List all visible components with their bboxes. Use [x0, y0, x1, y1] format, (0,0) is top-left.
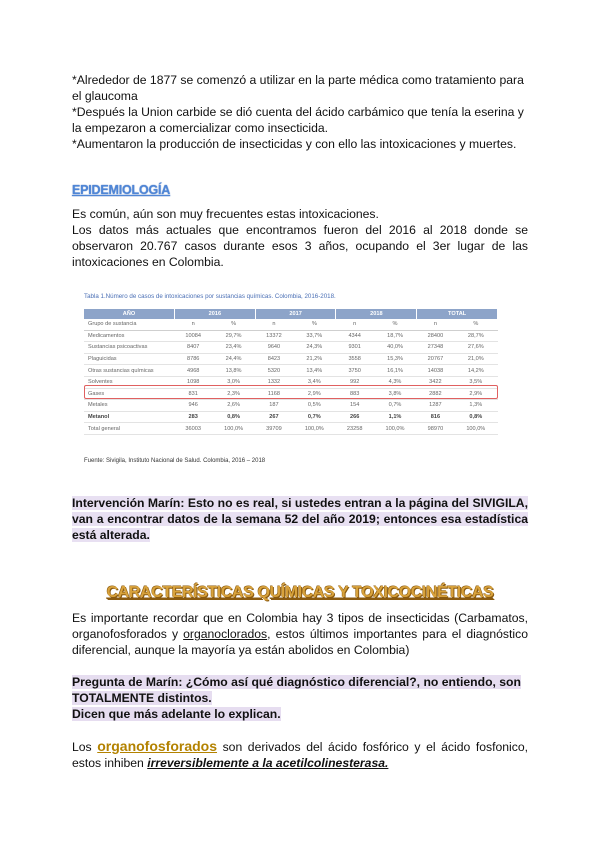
table-cell: 1287 [417, 400, 454, 412]
table-cell: Total general [84, 423, 175, 435]
table-cell: Metales [84, 400, 175, 412]
table-cell: 23258 [336, 423, 373, 435]
subheader-cell: n [417, 319, 454, 330]
table-cell: 39709 [255, 423, 292, 435]
table-cell: 946 [175, 400, 212, 412]
table-cell: 28,7% [454, 330, 497, 342]
table-cell: 3,5% [454, 376, 497, 388]
table-cell: 266 [336, 411, 373, 423]
table-cell: 187 [255, 400, 292, 412]
table-cell: 1,3% [454, 400, 497, 412]
intoxication-table [84, 309, 498, 435]
intro-line-2: *Después la Union carbide se dió cuenta del ácido carbámico que tenía la eserina y la empezaron a comercializar como insecticida. [72, 105, 524, 135]
table-row [84, 423, 498, 435]
table-cell: 27348 [417, 342, 454, 354]
table-cell: 2,3% [212, 388, 255, 400]
table-cell: 21,0% [454, 353, 497, 365]
table-row [84, 330, 498, 342]
table-cell: 29,7% [212, 330, 255, 342]
table-cell: 33,7% [293, 330, 336, 342]
table-cell: 154 [336, 400, 373, 412]
header-2018: 2018 [336, 309, 417, 319]
pregunta-marin [72, 674, 528, 722]
organofosforados-paragraph [72, 738, 528, 771]
table-cell: 267 [255, 411, 292, 423]
table-cell: 3,4% [293, 376, 336, 388]
table-cell: Metanol [84, 411, 175, 423]
table-cell: 3,8% [373, 388, 416, 400]
subheader-cell: % [373, 319, 416, 330]
table-cell: 24,3% [293, 342, 336, 354]
table-cell: 9640 [255, 342, 292, 354]
intro-line-1: *Alrededor de 1877 se comenzó a utilizar en la parte médica como tratamiento para el glaucoma [72, 73, 524, 103]
organo-mid: son derivados del ácido fosfórico y el ácido fosfonico, estos inhiben [72, 740, 528, 770]
table-cell: 100,0% [212, 423, 255, 435]
caracteristicas-p1c: , estos últimos importantes para el diagnóstico diferencial, aunque la mayoría ya están abolidos en Colombia) [72, 627, 528, 657]
header-total: TOTAL [417, 309, 498, 319]
table-cell: 3750 [336, 365, 373, 377]
intervencion-marin [72, 495, 528, 543]
table-cell: 13,8% [212, 365, 255, 377]
header-2017: 2017 [255, 309, 336, 319]
table-cell: 3,0% [212, 376, 255, 388]
table-cell: 1332 [255, 376, 292, 388]
table-cell: 100,0% [454, 423, 497, 435]
table-row [84, 411, 498, 423]
table-cell: 16,1% [373, 365, 416, 377]
table-cell: 23,4% [212, 342, 255, 354]
table-cell: 28400 [417, 330, 454, 342]
caracteristicas-organoclorados: organoclorados [183, 627, 268, 641]
organo-word: organofosforados [97, 738, 218, 754]
table-cell: 2882 [417, 388, 454, 400]
subheader-cell: n [255, 319, 292, 330]
table-cell: 1098 [175, 376, 212, 388]
intro-line-3: *Aumentaron la producción de insecticidas y con ello las intoxicaciones y muertes. [72, 137, 517, 151]
table-cell: 10084 [175, 330, 212, 342]
table-header-row [84, 309, 498, 319]
subheader-cell: n [175, 319, 212, 330]
table-cell: 4,3% [373, 376, 416, 388]
table-cell: 5320 [255, 365, 292, 377]
caracteristicas-paragraph [72, 610, 528, 658]
table-cell: 0,5% [293, 400, 336, 412]
table-cell: 9301 [336, 342, 373, 354]
table-cell: 0,8% [212, 411, 255, 423]
table-cell: 24,4% [212, 353, 255, 365]
table-cell: 13372 [255, 330, 292, 342]
table-cell: 8423 [255, 353, 292, 365]
table-cell: 21,2% [293, 353, 336, 365]
table-cell: Otras sustancias químicas [84, 365, 175, 377]
table-cell: 831 [175, 388, 212, 400]
table-cell: 0,7% [293, 411, 336, 423]
pregunta-line-2: Dicen que más adelante lo explican. [72, 707, 281, 721]
table-cell: 40,0% [373, 342, 416, 354]
table-cell: 3422 [417, 376, 454, 388]
table-row [84, 353, 498, 365]
subheader-cell: % [212, 319, 255, 330]
table-cell: 18,7% [373, 330, 416, 342]
subheader-cell: % [454, 319, 497, 330]
table-row [84, 365, 498, 377]
subheader-cell: n [336, 319, 373, 330]
plaguicidas-highlight-box [84, 385, 498, 399]
table-cell: 4968 [175, 365, 212, 377]
table-row [84, 400, 498, 412]
table-cell: 8407 [175, 342, 212, 354]
table-cell: 283 [175, 411, 212, 423]
header-2016: 2016 [175, 309, 256, 319]
caracteristicas-heading: CARACTERÍSTICAS QUÍMICAS Y TOXICOCINÉTICAS [106, 584, 494, 601]
epidemiologia-p1: Es común, aún son muy frecuentes estas intoxicaciones. [72, 207, 379, 221]
table-cell: 14038 [417, 365, 454, 377]
subheader-cell: % [293, 319, 336, 330]
table-cell: 1168 [255, 388, 292, 400]
epidemiologia-p2: Los datos más actuales que encontramos fueron del 2016 al 2018 donde se observaron 20.767 casos durante esos 3 años, ocupando el 3er lugar de las intoxicaciones en Colombia. [72, 223, 528, 269]
table-cell: 2,9% [454, 388, 497, 400]
table-caption: Tabla 1.Número de casos de intoxicaciones por sustancias químicas. Colombia, 2016-2018. [84, 293, 336, 300]
table-cell: 2,9% [293, 388, 336, 400]
table-cell: Plaguicidas [84, 353, 175, 365]
table-cell: 14,2% [454, 365, 497, 377]
table-cell: 27,6% [454, 342, 497, 354]
table-cell: 98970 [417, 423, 454, 435]
intervencion-text: Intervención Marín: Esto no es real, si ustedes entran a la página del SIVIGILA, van a encontrar datos de la semana 52 del año 2019; entonces esa estadística está alterada. [72, 496, 528, 542]
caracteristicas-p1a: Es importante recordar que en Colombia hay 3 tipos de insecticidas (Carbamatos, organofosforados y [72, 611, 528, 641]
table-cell: 4344 [336, 330, 373, 342]
table-cell: 3558 [336, 353, 373, 365]
pregunta-line-1: Pregunta de Marín: ¿Cómo así qué diagnóstico diferencial?, no entiendo, son TOTALMENTE distintos. [72, 675, 521, 705]
table-cell: 0,7% [373, 400, 416, 412]
table-cell: 1,1% [373, 411, 416, 423]
table-cell: Gases [84, 388, 175, 400]
epidemiologia-heading: EPIDEMIOLOGÍA [72, 183, 171, 197]
table-cell: 15,3% [373, 353, 416, 365]
organo-pre: Los [72, 740, 98, 754]
table-cell: 0,8% [454, 411, 497, 423]
table-row [84, 342, 498, 354]
table-cell: 13,4% [293, 365, 336, 377]
table-cell: Medicamentos [84, 330, 175, 342]
organo-emph: irreversiblemente a la acetilcolinesterasa. [147, 756, 389, 770]
table-cell: 20767 [417, 353, 454, 365]
table-cell: Sustancias psicoactivas [84, 342, 175, 354]
table-subheader-row [84, 319, 498, 330]
table-cell: 8786 [175, 353, 212, 365]
table-cell: 100,0% [293, 423, 336, 435]
table-source: Fuente: Sivigila, Instituto Nacional de Salud. Colombia, 2016 – 2018 [84, 458, 266, 464]
table-cell: 816 [417, 411, 454, 423]
table-cell: 100,0% [373, 423, 416, 435]
table-cell: 36003 [175, 423, 212, 435]
table-cell: 2,6% [212, 400, 255, 412]
header-year: AÑO [84, 309, 175, 319]
table-cell: 883 [336, 388, 373, 400]
table-cell: 992 [336, 376, 373, 388]
table-cell: Solventes [84, 376, 175, 388]
subheader-cell: Grupo de sustancia [84, 319, 175, 330]
